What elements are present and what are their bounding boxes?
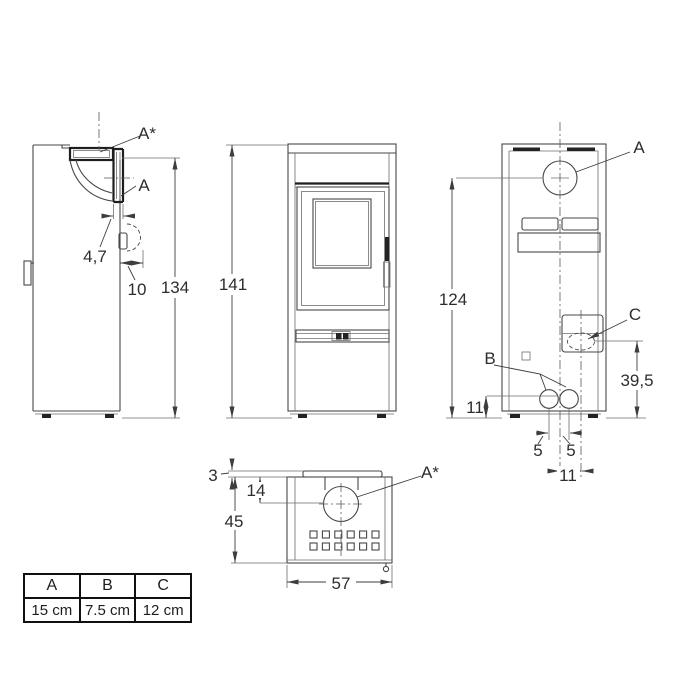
label-b-rear: B bbox=[484, 349, 496, 368]
rear-outlet-b-circle-1 bbox=[540, 390, 559, 409]
front-view bbox=[214, 144, 396, 418]
front-foot-left bbox=[298, 414, 307, 418]
front-door-handle-grip bbox=[385, 237, 390, 261]
dim-141-text: 141 bbox=[218, 275, 248, 294]
dim-10-text: 10 bbox=[127, 280, 147, 299]
label-c-rear: C bbox=[628, 305, 642, 324]
rear-leader-a bbox=[576, 152, 630, 172]
top-collar-sides bbox=[325, 477, 358, 490]
front-drawer-latch-mark-2 bbox=[343, 333, 349, 340]
dim-57-text: 57 bbox=[331, 574, 351, 593]
rear-top-slot-right bbox=[567, 148, 595, 152]
dim-5-leaders bbox=[538, 436, 570, 444]
table-header-row bbox=[24, 574, 191, 598]
dim-3-leader bbox=[221, 473, 229, 474]
label-a-star-top: A* bbox=[421, 463, 439, 482]
label-a-star-side: A* bbox=[138, 124, 156, 143]
dim-5-right-text: 5 bbox=[566, 441, 576, 460]
side-door-handle bbox=[24, 261, 31, 285]
table-header-a: A bbox=[24, 574, 80, 598]
flue-top-outlet-inner bbox=[74, 151, 110, 158]
damper-swing-arc bbox=[127, 224, 141, 251]
dim-3-ext bbox=[228, 471, 304, 477]
front-foot-right bbox=[377, 414, 386, 418]
table-header-c: C bbox=[135, 574, 191, 598]
dim-5-left-text: 5 bbox=[533, 441, 543, 460]
dim-45-text: 45 bbox=[224, 512, 244, 531]
rear-vent-left bbox=[522, 218, 558, 230]
dim-4-7-text: 4,7 bbox=[83, 247, 107, 266]
label-a-side: A bbox=[138, 176, 150, 195]
rear-outlet-b-circle-2 bbox=[560, 390, 579, 409]
dim-134-text: 134 bbox=[160, 278, 190, 297]
side-foot-left bbox=[42, 414, 51, 418]
table-value-row bbox=[24, 598, 191, 622]
front-door-frame bbox=[297, 187, 389, 310]
dim-39-5-text: 39,5 bbox=[620, 371, 654, 390]
rear-foot-right bbox=[588, 414, 598, 418]
rear-leader-c bbox=[588, 320, 627, 339]
front-drawer-bar-lines bbox=[296, 334, 389, 339]
dim-4-7-ext bbox=[114, 204, 124, 219]
top-view bbox=[208, 462, 439, 593]
label-a-rear: A bbox=[633, 138, 645, 157]
rear-foot-left bbox=[510, 414, 520, 418]
top-grille-holes bbox=[310, 531, 379, 550]
top-knob bbox=[383, 566, 388, 571]
dim-3-text: 3 bbox=[208, 466, 218, 485]
dim-14-text: 14 bbox=[246, 481, 266, 500]
rear-vent-wide bbox=[518, 233, 600, 252]
front-window bbox=[313, 199, 371, 268]
table-header-b: B bbox=[80, 574, 136, 598]
rear-body-outline bbox=[502, 144, 606, 411]
top-inner-lines bbox=[287, 477, 392, 560]
flue-step bbox=[62, 145, 70, 148]
dim-11h-text: 11 bbox=[466, 398, 484, 417]
dim-124-text: 124 bbox=[438, 290, 468, 309]
front-window-inner bbox=[316, 202, 369, 266]
dim-11b-text: 11 bbox=[559, 466, 577, 485]
rear-leader-b bbox=[494, 365, 566, 390]
table-value-c: 12 cm bbox=[135, 598, 191, 622]
rear-inner-lines bbox=[509, 151, 598, 411]
rear-vent-right bbox=[562, 218, 598, 230]
rear-top-slot-left bbox=[513, 148, 540, 152]
top-leader-a-star bbox=[357, 476, 421, 497]
table-value-b: 7.5 cm bbox=[80, 598, 136, 622]
side-body-outline bbox=[33, 145, 120, 411]
rear-view bbox=[435, 122, 658, 485]
dim-4-7-leader bbox=[100, 219, 111, 247]
top-collar-plate bbox=[303, 471, 382, 477]
rear-small-square bbox=[522, 352, 530, 360]
dimension-table bbox=[23, 573, 192, 623]
front-drawer-latch-mark-1 bbox=[336, 333, 342, 340]
flue-bracket-curve-inner bbox=[76, 160, 112, 193]
flue-bracket-curve-outer bbox=[70, 160, 112, 201]
dim-10-leader bbox=[128, 266, 135, 280]
side-foot-right bbox=[105, 414, 114, 418]
front-door-frame-inner bbox=[302, 192, 385, 306]
table-value-a: 15 cm bbox=[24, 598, 80, 622]
side-view bbox=[24, 112, 192, 418]
flue-rear-outlet-plate bbox=[114, 149, 124, 202]
